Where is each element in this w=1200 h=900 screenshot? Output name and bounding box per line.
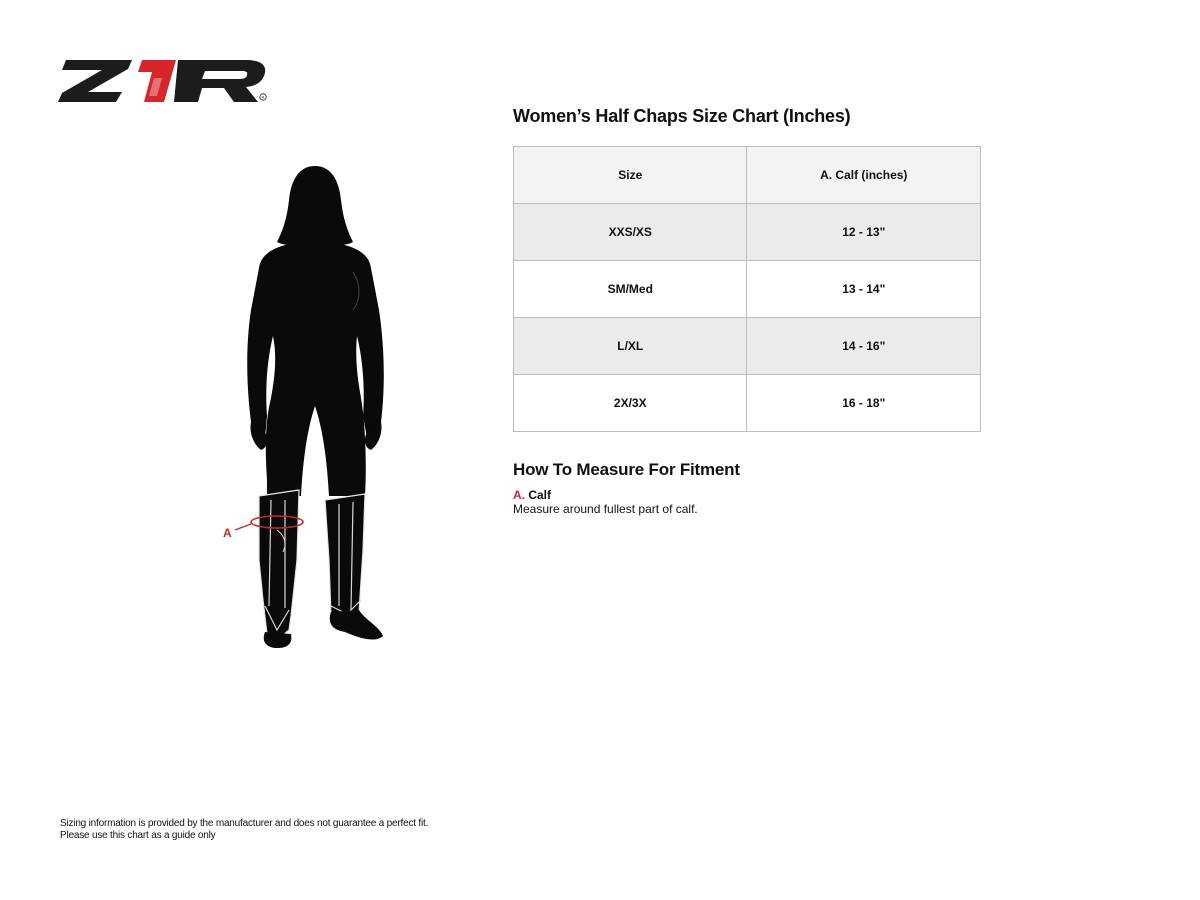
calf-cell: 16 - 18" — [747, 375, 981, 432]
size-chart-title: Women’s Half Chaps Size Chart (Inches) — [513, 106, 851, 126]
size-cell: XXS/XS — [514, 204, 747, 261]
how-to-measure-title: How To Measure For Fitment — [513, 460, 740, 479]
measure-item-letter: A. — [513, 488, 525, 502]
measure-item-description: Measure around fullest part of calf. — [513, 502, 698, 516]
measure-item-name: Calf — [528, 488, 552, 502]
calf-marker-line — [235, 524, 251, 530]
size-chart-table — [513, 146, 981, 432]
measure-item-calf — [513, 488, 551, 502]
left-chap — [259, 490, 299, 640]
size-cell: L/XL — [514, 318, 747, 375]
disclaimer-line-2: Please use this chart as a guide only — [60, 830, 216, 841]
header-size: Size — [514, 147, 747, 204]
disclaimer-line-1: Sizing information is provided by the manufacturer and does not guarantee a perfect fit. — [60, 818, 429, 829]
table-row — [514, 261, 981, 318]
calf-marker-label: A — [223, 526, 232, 540]
size-cell: SM/Med — [514, 261, 747, 318]
table-row — [514, 204, 981, 261]
calf-cell: 13 - 14" — [747, 261, 981, 318]
calf-cell: 12 - 13" — [747, 204, 981, 261]
header-calf: A. Calf (inches) — [747, 147, 981, 204]
table-header-row — [514, 147, 981, 204]
svg-text:R: R — [261, 94, 265, 100]
torso — [247, 240, 384, 496]
right-chap — [325, 494, 365, 618]
head — [277, 166, 353, 252]
calf-cell: 14 - 16" — [747, 318, 981, 375]
woman-silhouette-figure — [215, 160, 405, 655]
disclaimer — [60, 818, 428, 842]
size-cell: 2X/3X — [514, 375, 747, 432]
z1r-logo — [58, 58, 270, 104]
table-row — [514, 318, 981, 375]
table-row — [514, 375, 981, 432]
